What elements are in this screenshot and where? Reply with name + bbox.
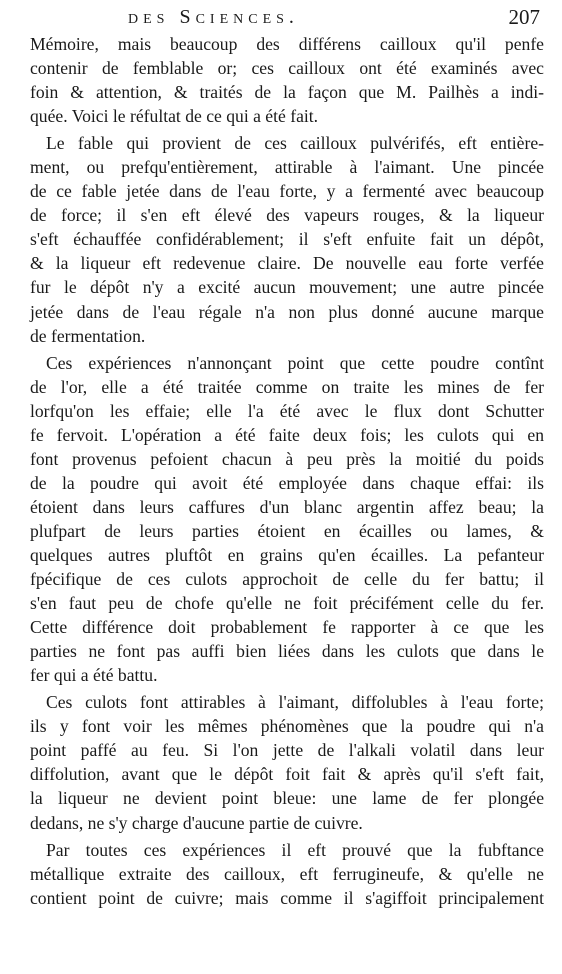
text-line: fpécifique de ces culots approchoit de celle du fer battu; il [30,569,544,590]
text-line: de ce fable jetée dans de l'eau forte, y a fermenté avec beaucoup [30,181,544,202]
text-line: étoient dans leurs caffures d'un blanc argentin affez beau; la [30,496,544,517]
text-line: parties ne font pas auffi bien liées dans les culots que dans le [30,641,544,662]
running-head-title: des Sciences. [128,6,299,28]
text-line: de fermentation. [30,325,146,346]
text-line: Par toutes ces expériences il eft prouvé que la fubftance [46,839,544,860]
text-line: s'en faut peu de chofe qu'elle ne foit précifément celle du fer. [30,593,544,614]
paragraph [30,690,544,834]
text-line: Mémoire, mais beaucoup des différens cailloux qu'il penfe [30,34,544,54]
text-line: contenir de femblable or; ces cailloux ont été examinés avec [30,58,544,79]
text-line: ment, ou prefqu'entièrement, attirable à l'aimant. Une pincée [30,157,544,178]
text-line: plufpart de leurs parties étoient en écailles ou lames, & [30,520,544,541]
text-line: Ces expériences n'annonçant point que cette poudre contînt [46,352,544,373]
running-head [28,4,544,30]
text-line: Ces culots font attirables à l'aimant, diffolubles à l'eau forte; [46,692,544,713]
text-line: s'eft échauffée confidérablement; il s'eft enfuite fait un dépôt, [30,229,544,250]
text-line: ils y font voir les mêmes phénomènes que la poudre qui n'a [30,716,544,737]
text-line: Cette différence doit probablement fe rapporter à ce que les [30,617,544,638]
paragraph [30,838,544,910]
text-line: la liqueur ne devient point bleue: une lame de fer plongée [30,788,544,809]
paragraph [30,351,544,688]
text-line: de l'or, elle a été traitée comme on traite les mines de fer [30,376,544,397]
text-line: fe fervoit. L'opération a été faite deux fois; les culots qui en [30,424,544,445]
text-line: foin & attention, & traités de la façon que M. Pailhès a indi- [30,82,544,103]
text-line: fur le dépôt n'y a excité aucun mouvement; une autre pincée [30,277,544,298]
text-line: point paffé au feu. Si l'on jette de l'alkali volatil dans leur [30,740,544,761]
page-number: 207 [508,5,540,29]
text-line: quée. Voici le réfultat de ce qui a été fait. [30,106,319,127]
text-line: Le fable qui provient de ces cailloux pulvérifés, eft entière- [46,133,544,154]
text-line: contient point de cuivre; mais comme il s'agiffoit principalement [30,887,544,908]
text-line: dedans, ne s'y charge d'aucune partie de cuivre. [30,812,363,833]
text-line: de force; il s'en eft élevé des vapeurs rouges, & la liqueur [30,205,544,226]
paragraph [30,131,544,347]
text-line: métallique extraite des cailloux, eft ferrugineufe, & qu'elle ne [30,863,544,884]
text-line: de la poudre qui avoit été employée dans chaque effai: ils [30,472,544,493]
text-line: quelques autres pluftôt en grains qu'en écailles. La pefanteur [30,544,544,565]
text-line: lorfqu'on les effaie; elle l'a été avec le flux dont Schutter [30,400,544,421]
text-line: diffolution, avant que le dépôt foit fait & après qu'il s'eft fait, [30,764,544,785]
text-line: jetée dans de l'eau régale n'a non plus donné aucune marque [30,301,544,322]
text-line: fer qui a été battu. [30,665,158,686]
body-text [30,32,544,910]
paragraph [30,32,544,128]
text-line: & la liqueur eft redevenue claire. De nouvelle eau forte verfée [30,253,544,274]
text-line: font provenus pefoient chacun à peu près la moitié du poids [30,448,544,469]
